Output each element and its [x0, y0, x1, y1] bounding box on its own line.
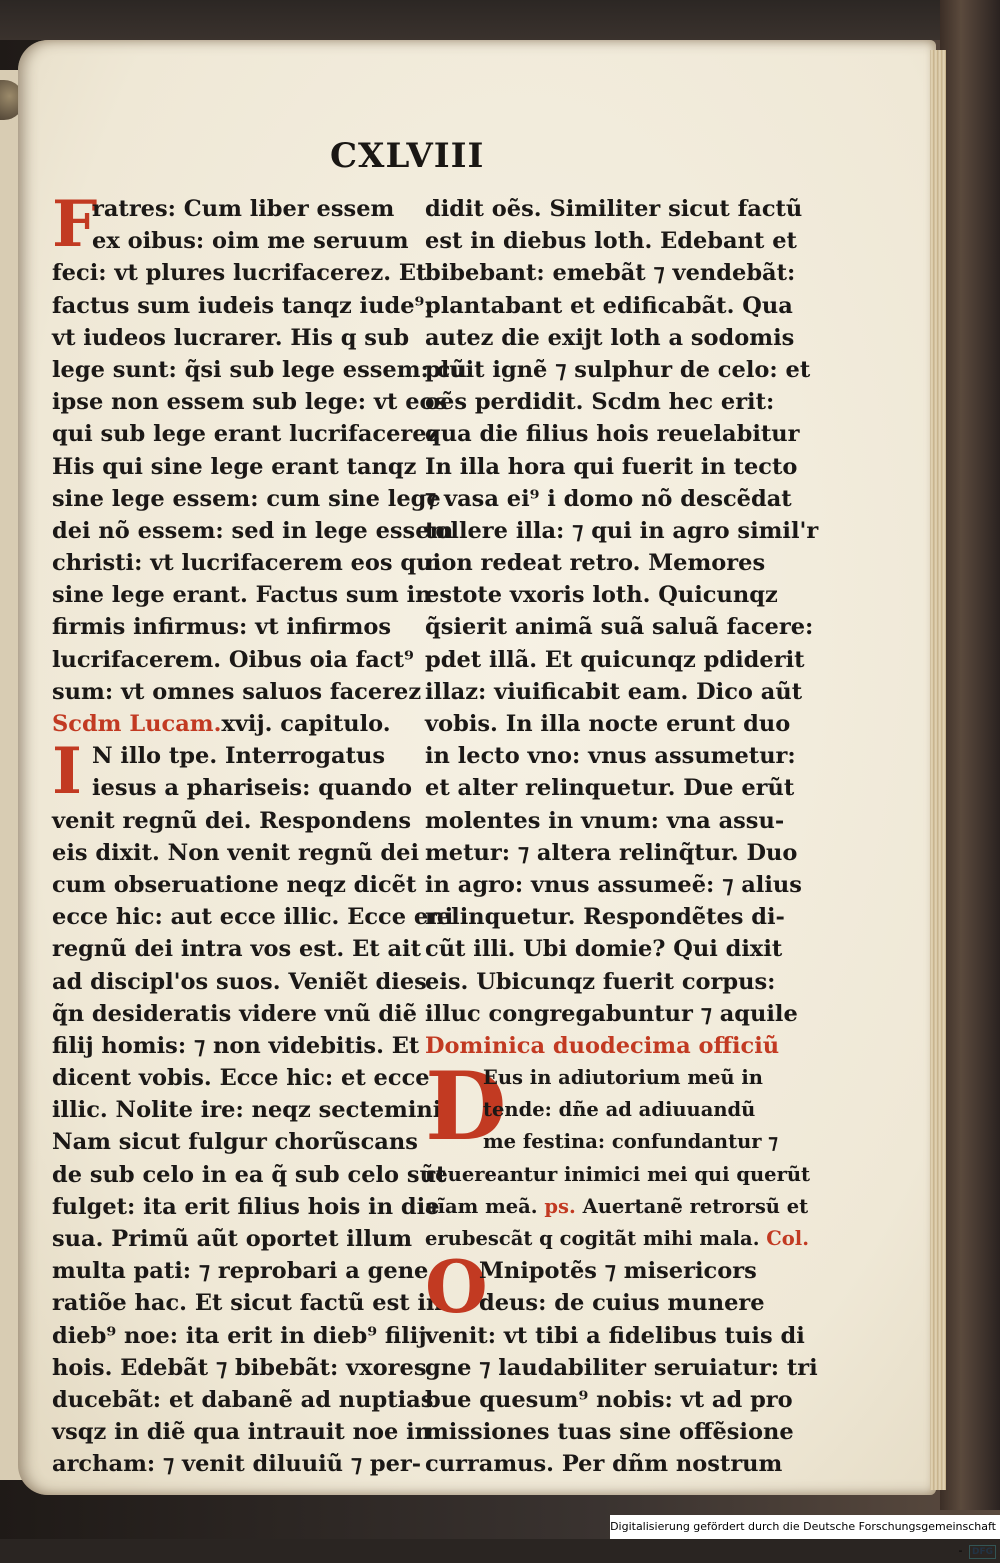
text-line: [52, 1030, 420, 1062]
text-line: [425, 1191, 809, 1223]
folio-number: CXLVIII: [330, 136, 485, 176]
text-line: [52, 1255, 429, 1287]
dfg-logo: DFG: [969, 1545, 996, 1559]
text-line: [52, 644, 412, 676]
text-line: [425, 966, 785, 998]
text-line: [425, 418, 800, 450]
line-text: N illo tpe. Interrogatus: [92, 743, 386, 770]
line-text: venit regnũ dei. Respondens: [52, 807, 412, 834]
digitization-credit: [610, 1515, 1000, 1557]
line-text: multa pati: ⁊ reprobari a gene: [52, 1258, 429, 1285]
text-line: [425, 483, 792, 515]
line-text: et alter relinquetur. Due erũt: [425, 775, 795, 802]
text-line: [52, 740, 412, 772]
line-text: fulget: ita erit filius hois in die: [52, 1193, 440, 1220]
line-text: Auertanẽ retrorsũ et: [575, 1194, 809, 1218]
line-text: lucrifacerem. Oibus oia fact⁹: [52, 646, 414, 673]
line-text: estote vxoris loth. Quicunqz: [425, 582, 778, 609]
line-text: q̃sierit animã suã saluã facere:: [425, 614, 814, 641]
line-text: plantabant et edificabãt. Qua: [425, 292, 793, 319]
line-text: archam: ⁊ venit diluuiũ ⁊ per-: [52, 1451, 422, 1478]
line-text: tende: dñe ad adiuuandũ: [483, 1098, 756, 1122]
line-text: filij homis: ⁊ non videbitis. Et: [52, 1032, 420, 1059]
drop-initial-d: D: [425, 1052, 507, 1163]
line-text: gne ⁊ laudabiliter seruiatur: tri: [425, 1354, 818, 1381]
line-text: pdet illã. Et quicunqz pdiderit: [425, 646, 805, 673]
text-line: [425, 225, 797, 257]
line-text: erubescãt q cogitãt mihi mala.: [425, 1227, 760, 1250]
line-text: ducebãt: et dabanẽ ad nuptias: [52, 1386, 434, 1413]
text-line: [52, 547, 442, 579]
line-text: curramus. Per dñm nostrum: [425, 1451, 783, 1478]
line-text: ipse non essem sub lege: vt eos: [52, 389, 448, 416]
line-text: factus sum iudeis tanqz iude⁹:: [52, 292, 433, 319]
line-text: in agro: vnus assumeẽ: ⁊ alius: [425, 871, 802, 898]
line-text: firmis infirmus: vt infirmos: [52, 614, 392, 641]
text-line: [425, 998, 798, 1030]
line-text: illaz: viuificabit eam. Dico aũt: [425, 678, 803, 705]
text-line: [425, 1320, 805, 1352]
text-line: [52, 933, 421, 965]
text-line: [425, 837, 798, 869]
text-line: [425, 515, 819, 547]
text-line: [425, 708, 791, 740]
text-line: [425, 290, 793, 322]
text-line: [425, 193, 803, 225]
line-text: dei nõ essem: sed in lege essem: [52, 517, 454, 544]
text-line: [425, 322, 795, 354]
line-text: ecce hic: aut ecce illic. Ecce eni: [52, 904, 454, 931]
line-text: qua die filius hois reuelabitur: [425, 421, 800, 448]
line-text: Nam sicut fulgur chorũscans: [52, 1129, 418, 1156]
line-text: vt iudeos lucrarer. His q sub: [52, 324, 410, 351]
rubric-mark: ps.: [537, 1194, 576, 1218]
text-line: [52, 579, 432, 611]
line-text: molentes in vnum: vna assu-: [425, 807, 785, 834]
text-line: [52, 1320, 427, 1352]
line-text: iesus a phariseis: quando: [92, 775, 412, 802]
text-line: [425, 579, 785, 611]
text-line: [425, 901, 785, 933]
text-line: [425, 933, 785, 965]
line-text: reuereantur inimici mei qui querũt: [425, 1162, 811, 1186]
line-text: bibebant: emebãt ⁊ vendebãt:: [425, 260, 796, 287]
text-line: [425, 1448, 785, 1480]
text-line: [52, 837, 419, 869]
line-text: vobis. In illa nocte erunt duo: [425, 711, 791, 737]
line-text: cũt illi. Ubi domie? Qui dixit: [425, 936, 783, 963]
text-line: [52, 354, 467, 386]
text-line: [425, 354, 811, 386]
line-text: autez die exijt loth a sodomis: [425, 324, 795, 351]
text-line: [425, 805, 785, 837]
line-text: ad discipl'os suos. Veniẽt dies: [52, 968, 427, 995]
line-text: In illa hora qui fuerit in tecto: [425, 453, 798, 480]
line-text: venit: vt tibi a fidelibus tuis di: [425, 1322, 805, 1349]
text-line: [52, 322, 412, 354]
text-line: [52, 1223, 412, 1255]
text-line: [52, 1159, 447, 1191]
line-text: est in diebus loth. Edebant et: [425, 228, 797, 255]
line-text: oẽs perdidit. Scdm hec erit:: [425, 389, 775, 416]
text-line: [425, 1287, 785, 1319]
line-text: metur: ⁊ altera relinq̃tur. Duo: [425, 839, 798, 866]
line-text: aĩam meã.: [425, 1194, 538, 1218]
line-text: cum obseruatione neqz dicẽt: [52, 871, 417, 898]
text-line: [52, 1287, 443, 1319]
text-line: [52, 1191, 440, 1223]
line-text: regnũ dei intra vos est. Et ait: [52, 936, 421, 963]
text-line: [52, 1352, 427, 1384]
line-text: eis dixit. Non venit regnũ dei: [52, 839, 419, 866]
text-line: [52, 225, 412, 257]
text-line: [52, 805, 412, 837]
text-line: [52, 1448, 422, 1480]
line-text: dicent vobis. Ecce hic: et ecce: [52, 1065, 430, 1092]
line-text: ⁊ vasa ei⁹ i domo nõ descẽdat: [425, 485, 792, 512]
text-line: [52, 515, 454, 547]
text-line: [52, 1416, 432, 1448]
text-line: [52, 772, 412, 804]
line-text: christi: vt lucrifacerem eos qui: [52, 550, 442, 577]
text-line: [52, 708, 412, 740]
line-text: His qui sine lege erant tanqz: [52, 453, 417, 480]
line-text: sum: vt omnes saluos facerez: [52, 678, 422, 705]
text-line: [52, 193, 412, 225]
line-text: qui sub lege erant lucrifacerez: [52, 421, 440, 448]
line-text: pluit ignẽ ⁊ sulphur de celo: et: [425, 356, 811, 383]
line-text: tollere illa: ⁊ qui in agro simil'r: [425, 517, 819, 544]
line-text: lege sunt: q̃si sub lege essem: cũ: [52, 356, 467, 383]
rubric-mark: Col.: [759, 1227, 809, 1250]
text-line: [425, 644, 805, 676]
line-text: sua. Primũ aũt oportet illum: [52, 1226, 413, 1252]
line-text: xvij. capitulo.: [221, 711, 391, 737]
text-line: [425, 1030, 785, 1062]
text-line: [52, 483, 441, 515]
line-text: non redeat retro. Memores: [425, 550, 766, 577]
rubric-heading: Scdm Lucam.: [52, 711, 222, 737]
line-text: sine lege erant. Factus sum in: [52, 582, 432, 609]
line-text: feci: vt plures lucrifacerez. Et: [52, 260, 427, 287]
running-head: [330, 136, 530, 176]
text-line: [425, 1352, 818, 1384]
credit-text: Digitalisierung gefördert durch die Deutsche Forschungsgemeinschaft -: [610, 1520, 996, 1557]
line-text: illic. Nolite ire: neqz sectemini: [52, 1097, 442, 1124]
line-text: sine lege essem: cum sine lege: [52, 485, 441, 512]
text-line: [52, 1384, 434, 1416]
rubric-heading: Dominica duodecima officiũ: [425, 1032, 780, 1059]
line-text: relinquetur. Respondẽtes di-: [425, 904, 785, 931]
text-line: [52, 611, 412, 643]
line-text: de sub celo in ea q̃ sub celo sũt: [52, 1161, 447, 1188]
line-text: Mnipotẽs ⁊ misericors: [479, 1258, 757, 1285]
text-line: [52, 257, 427, 289]
text-line: [52, 1094, 442, 1126]
text-line: [52, 451, 417, 483]
text-column-right: [425, 193, 819, 1481]
drop-initial-o: O: [425, 1244, 488, 1330]
text-line: [52, 1126, 418, 1158]
text-line: [425, 451, 798, 483]
binding-top: [0, 0, 1000, 40]
line-text: in lecto vno: vnus assumetur:: [425, 743, 796, 770]
text-line: [52, 966, 427, 998]
line-text: didit oẽs. Similiter sicut factũ: [425, 196, 803, 222]
line-text: missiones tuas sine offẽsione: [425, 1419, 794, 1446]
text-line: [425, 1159, 811, 1191]
line-text: q̃n desideratis videre vnũ diẽ: [52, 1000, 417, 1027]
text-line: [52, 998, 417, 1030]
line-text: vsqz in diẽ qua intrauit noe in: [52, 1419, 432, 1446]
text-line: [425, 386, 785, 418]
line-text: hois. Edebãt ⁊ bibebãt: vxores: [52, 1354, 427, 1381]
text-line: [52, 676, 422, 708]
binding-spine-right: [940, 0, 1000, 1510]
line-text: ex oibus: oim me seruum: [92, 228, 409, 255]
text-line: [52, 901, 454, 933]
text-line: [425, 1384, 793, 1416]
text-line: [425, 676, 803, 708]
text-line: [52, 869, 417, 901]
text-column-left: [52, 187, 467, 1481]
line-text: me festina: confundantur ⁊: [483, 1130, 779, 1154]
text-line: [425, 740, 796, 772]
text-line: [52, 386, 448, 418]
text-line: [425, 547, 785, 579]
line-text: deus: de cuius munere: [479, 1290, 765, 1317]
line-text: eis. Ubicunqz fuerit corpus:: [425, 968, 776, 995]
line-text: ratres: Cum liber essem: [92, 196, 395, 222]
text-line: [52, 1062, 430, 1094]
text-line: [425, 772, 795, 804]
line-text: bue quesum⁹ nobis: vt ad pro: [425, 1386, 793, 1413]
text-line: [425, 1416, 794, 1448]
line-text: illuc congregabuntur ⁊ aquile: [425, 1000, 798, 1027]
text-line: [425, 869, 802, 901]
page-block-edge: [930, 50, 946, 1490]
text-line: [425, 1255, 785, 1287]
line-text: Eus in adiutorium meũ in: [483, 1066, 763, 1090]
text-line: [425, 257, 796, 289]
line-text: dieb⁹ noe: ita erit in dieb⁹ filij: [52, 1322, 427, 1349]
text-line: [425, 1223, 809, 1255]
text-line: [425, 611, 814, 643]
drop-initial-i: I: [52, 734, 82, 810]
text-line: [52, 290, 433, 322]
drop-initial-f: F: [52, 187, 98, 262]
line-text: ratiõe hac. Et sicut factũ est in: [52, 1290, 443, 1317]
text-line: [52, 418, 440, 450]
